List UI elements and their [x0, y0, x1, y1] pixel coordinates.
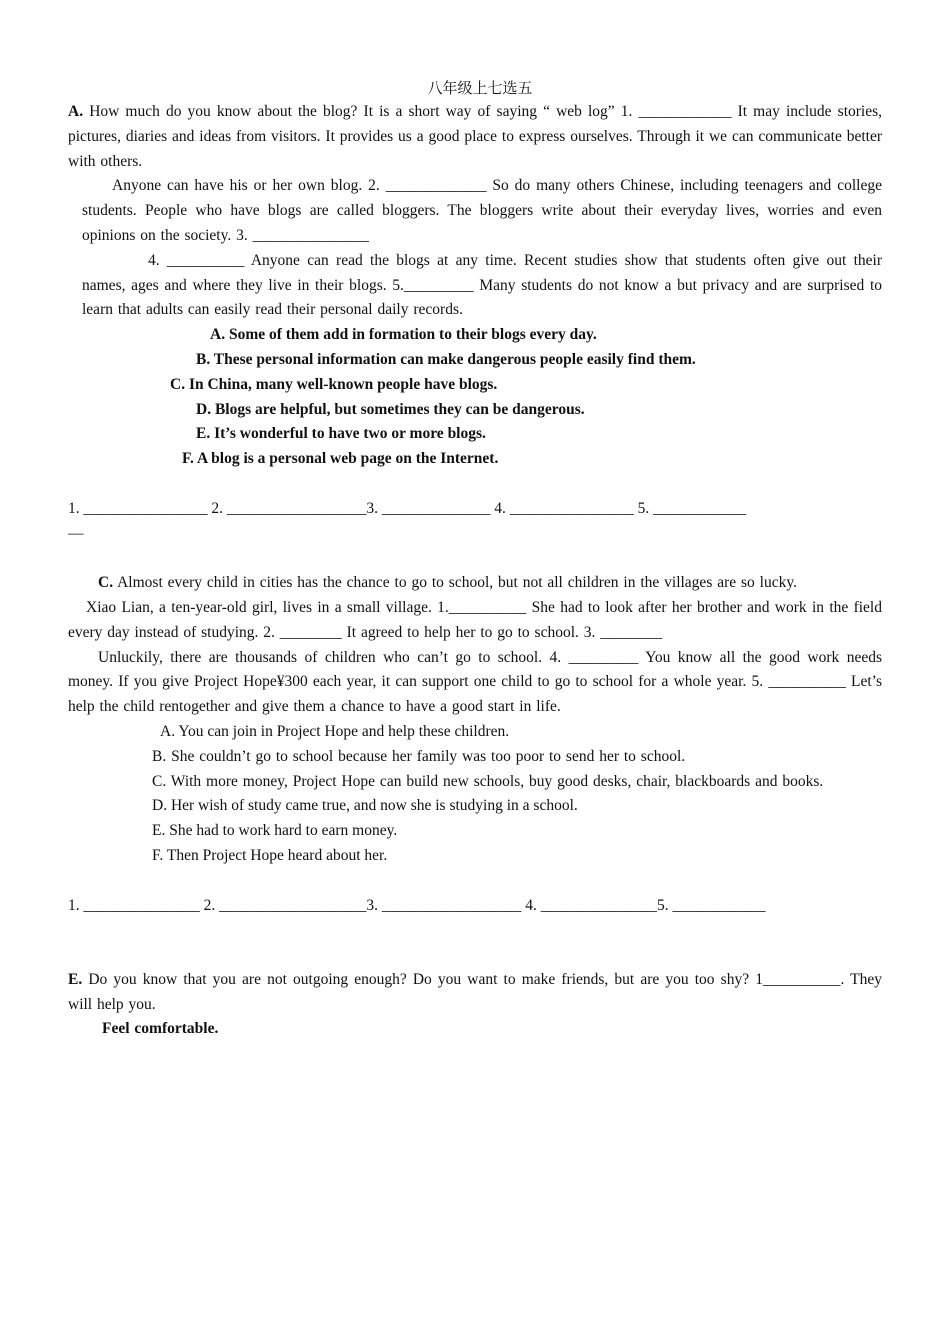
section-c-option-f: F. Then Project Hope heard about her. [152, 846, 388, 864]
section-c-para-2: Xiao Lian, a ten-year-old girl, lives in a small village. 1.__________ She had to look after her brother and work in the field every day instead of studying. 2. ________ It agreed to help her to go to school. 3. ________ [68, 598, 882, 641]
section-c-option-b: B. She couldn’t go to school because her family was too poor to send her to school. [152, 747, 686, 765]
section-c-option-e: E. She had to work hard to earn money. [152, 822, 398, 840]
page-title: 八年级上七选五 [427, 79, 533, 97]
section-e-label: E. [68, 970, 83, 988]
section-c-label: C. [98, 574, 114, 592]
section-a-option-d: D. Blogs are helpful, but sometimes they can be dangerous. [196, 400, 585, 418]
section-c-option-c: C. With more money, Project Hope can build new schools, buy good desks, chair, blackboards and books. [152, 772, 824, 790]
section-c-answer-line: 1. _______________ 2. ___________________3. __________________ 4. _______________5. ____________ [68, 896, 766, 914]
section-a [68, 100, 882, 546]
section-a-option-a: A. Some of them add in formation to their blogs every day. [210, 326, 597, 344]
section-e-para-2: Feel comfortable. [102, 1020, 219, 1038]
section-a-option-f: F. A blog is a personal web page on the Internet. [182, 450, 499, 468]
section-a-para-3: 4. __________ Anyone can read the blogs at any time. Recent studies show that students often give out their names, ages and where they live in their blogs. 5._________ Many students do not know a but privacy and are surprised to learn that adults can easily read their personal daily records. [82, 251, 882, 319]
section-a-option-e: E. It’s wonderful to have two or more blogs. [196, 425, 486, 443]
section-a-answer-line: 1. ________________ 2. __________________3. ______________ 4. ________________ 5. ____________ [68, 499, 747, 517]
section-c-option-a: A. You can join in Project Hope and help these children. [160, 722, 510, 740]
section-a-option-b: B. These personal information can make dangerous people easily find them. [196, 350, 696, 368]
section-c-option-d: D. Her wish of study came true, and now she is studying in a school. [152, 797, 578, 815]
section-c-para-1: C. Almost every child in cities has the chance to go to school, but not all children in the villages are so lucky. [98, 574, 797, 592]
section-c [68, 571, 882, 918]
section-c-para-3: Unluckily, there are thousands of children who can’t go to school. 4. _________ You know all the good work needs money. If you give Project Hope¥300 each year, it can support one child to go to school for a whole year. 5. __________ Let’s help the child rentogether and give them a chance to have a good start in life. [68, 648, 882, 716]
section-e [68, 968, 882, 1042]
section-a-answer-tail: — [68, 524, 84, 542]
section-a-body [68, 174, 882, 472]
section-e-para-1: E. Do you know that you are not outgoing enough? Do you want to make friends, but are you too shy? 1__________. They will help you. [68, 970, 883, 1013]
section-a-para-2: Anyone can have his or her own blog. 2. _____________ So do many others Chinese, including teenagers and college students. People who have blogs are called bloggers. The bloggers write about their everyday lives, worries and even opinions on the society. 3. _______________ [82, 177, 882, 244]
section-a-label: A. [68, 103, 84, 120]
section-a-para-1: A. How much do you know about the blog? It is a short way of saying “ web log” 1. ____________ It may include stories, pictures, diaries and ideas from visitors. It provides us a good place to express ourselves. Through it we can communicate better with others. [68, 103, 883, 170]
section-a-option-c: C. In China, many well-known people have blogs. [170, 375, 498, 393]
